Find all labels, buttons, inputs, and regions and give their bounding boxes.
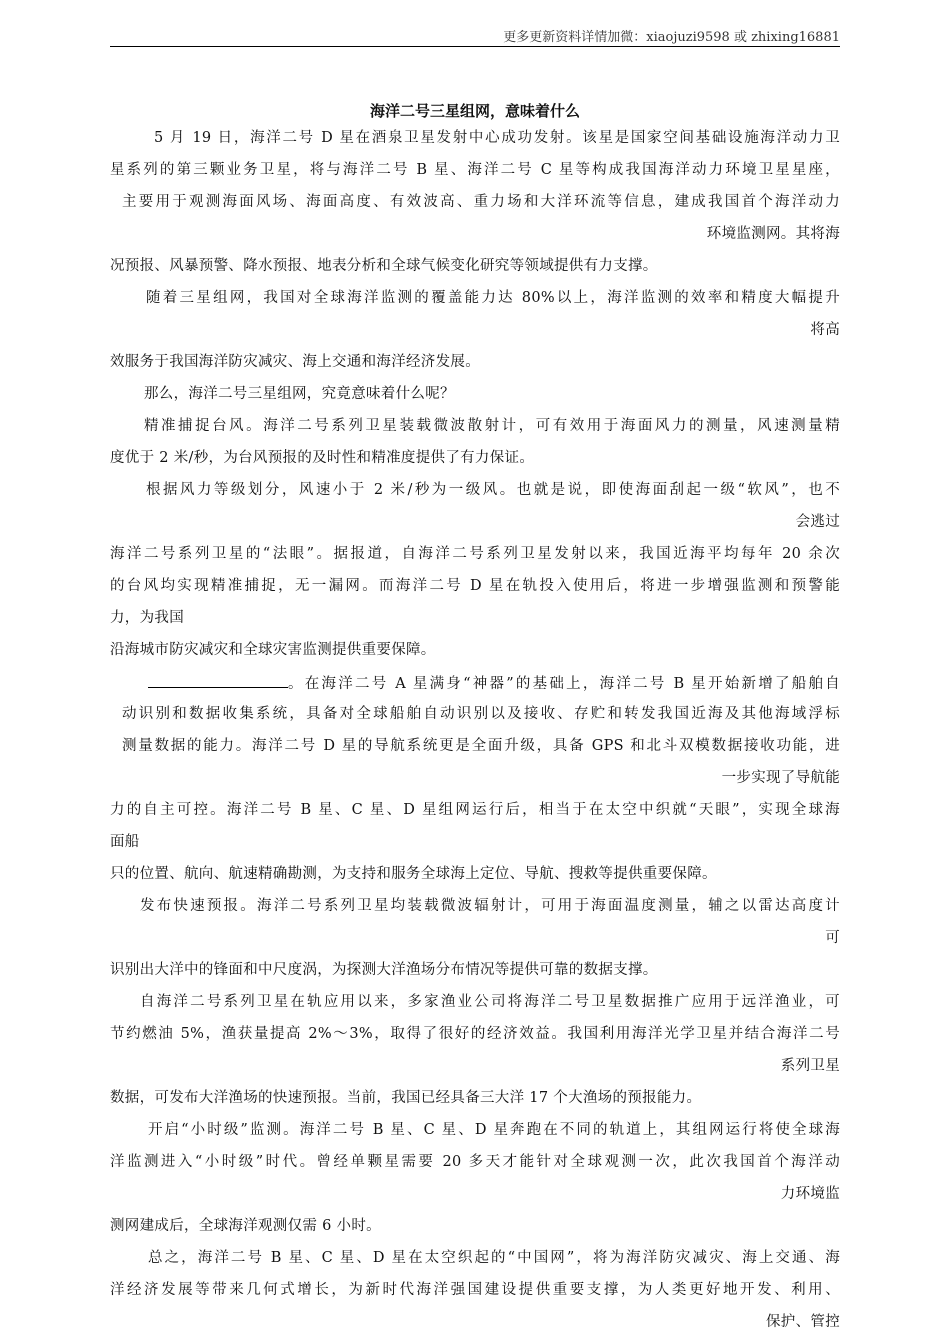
text-line: 节约燃油 5%，渔获量提高 2%～3%，取得了很好的经济效益。我国利用海洋光学卫星并结合海洋二号 — [110, 1026, 840, 1042]
text-line: 开启“小时级”监测。海洋二号 B 星、C 星、D 星奔跑在不同的轨道上，其组网运行将使全球海 — [148, 1122, 840, 1138]
text-line: 保护、管控 — [766, 1314, 840, 1330]
text-line: 海洋二号系列卫星的“法眼”。据报道，自海洋二号系列卫星发射以来，我国近海平均每年 20 余次 — [110, 546, 840, 562]
text-line: 主要用于观测海面风场、海面高度、有效波高、重力场和大洋环流等信息，建成我国首个海洋动力 — [122, 194, 840, 210]
text-line: 5 月 19 日，海洋二号 D 星在酒泉卫星发射中心成功发射。该星是国家空间基础设施海洋动力卫 — [154, 130, 840, 146]
text-line: 面船 — [110, 834, 140, 850]
header-contact-text: 更多更新资料详情加微：xiaojuzi9598 或 zhixing16881 — [503, 30, 840, 45]
text-line: 动识别和数据收集系统，具备对全球船舶自动识别以及接收、存贮和转发我国近海及其他海域浮标 — [122, 706, 840, 722]
header-divider — [110, 46, 840, 47]
text-segment: 。在海洋二号 A 星满身“神器”的基础上，海洋二号 B 星开始新增了船舶自 — [288, 676, 840, 692]
text-line: 力，为我国 — [110, 610, 184, 626]
text-line: 环境监测网。其将海 — [706, 226, 840, 242]
text-line: 星系列的第三颗业务卫星，将与海洋二号 B 星、海洋二号 C 星等构成我国海洋动力环境卫星星座， — [110, 162, 840, 178]
text-line: 可 — [825, 930, 840, 946]
text-line: 系列卫星 — [780, 1058, 840, 1074]
text-line: 测网建成后，全球海洋观测仅需 6 小时。 — [110, 1218, 381, 1234]
text-line: 将高 — [810, 322, 840, 338]
text-line: 测量数据的能力。海洋二号 D 星的导航系统更是全面升级，具备 GPS 和北斗双模数据接收功能，进 — [122, 738, 840, 754]
text-line: 沿海城市防灾减灾和全球灾害监测提供重要保障。 — [110, 642, 436, 658]
text-line: 会逃过 — [795, 514, 840, 530]
text-line: 力环境监 — [780, 1186, 840, 1202]
text-line: 那么，海洋二号三星组网，究竟意味着什么呢？ — [144, 386, 455, 402]
text-line: 识别出大洋中的锋面和中尺度涡，为探测大洋渔场分布情况等提供可靠的数据支撑。 — [110, 962, 658, 978]
text-line: 力的自主可控。海洋二号 B 星、C 星、D 星组网运行后，相当于在太空中织就“天眼”，实现全球海 — [110, 802, 840, 818]
text-line: 总之，海洋二号 B 星、C 星、D 星在太空织起的“中国网”，将为海洋防灾减灾、海上交通、海 — [148, 1250, 840, 1266]
text-line: 发布快速预报。海洋二号系列卫星均装载微波辐射计，可用于海面温度测量，辅之以雷达高度计 — [140, 898, 840, 914]
text-line: 洋监测进入“小时级”时代。曾经单颗星需要 20 多天才能针对全球观测一次，此次我国首个海洋动 — [110, 1154, 840, 1170]
text-line: 洋经济发展等带来几何式增长，为新时代海洋强国建设提供重要支撑，为人类更好地开发、利用、 — [110, 1282, 840, 1298]
text-line: 根据风力等级划分，风速小于 2 米/秒为一级风。也就是说，即使海面刮起一级“软风”，也不 — [146, 482, 840, 498]
text-line: 自海洋二号系列卫星在轨应用以来，多家渔业公司将海洋二号卫星数据推广应用于远洋渔业，可 — [140, 994, 840, 1010]
text-line: 度优于 2 米/秒，为台风预报的及时性和精准度提供了有力保证。 — [110, 450, 535, 466]
text-line: 一步实现了导航能 — [721, 770, 840, 786]
text-line: 效服务于我国海洋防灾减灾、海上交通和海洋经济发展。 — [110, 354, 480, 370]
fill-in-blank[interactable] — [148, 672, 288, 688]
text-line: 只的位置、航向、航速精确勘测，为支持和服务全球海上定位、导航、搜救等提供重要保障。 — [110, 866, 717, 882]
text-line: 数据，可发布大洋渔场的快速预报。当前，我国已经具备三大洋 17 个大渔场的预报能力。 — [110, 1090, 702, 1106]
text-line: 的台风均实现精准捕捉，无一漏网。而海洋二号 D 星在轨投入使用后，将进一步增强监测和预警能 — [110, 578, 840, 594]
text-line: 况预报、风暴预警、降水预报、地表分析和全球气候变化研究等领域提供有力支撑。 — [110, 258, 658, 274]
text-line: 精准捕捉台风。海洋二号系列卫星装载微波散射计，可有效用于海面风力的测量，风速测量精 — [144, 418, 840, 434]
text-line-with-blank — [110, 672, 840, 694]
text-line: 随着三星组网，我国对全球海洋监测的覆盖能力达 80%以上，海洋监测的效率和精度大幅提升 — [146, 290, 840, 306]
article-title: 海洋二号三星组网，意味着什么 — [369, 102, 580, 120]
